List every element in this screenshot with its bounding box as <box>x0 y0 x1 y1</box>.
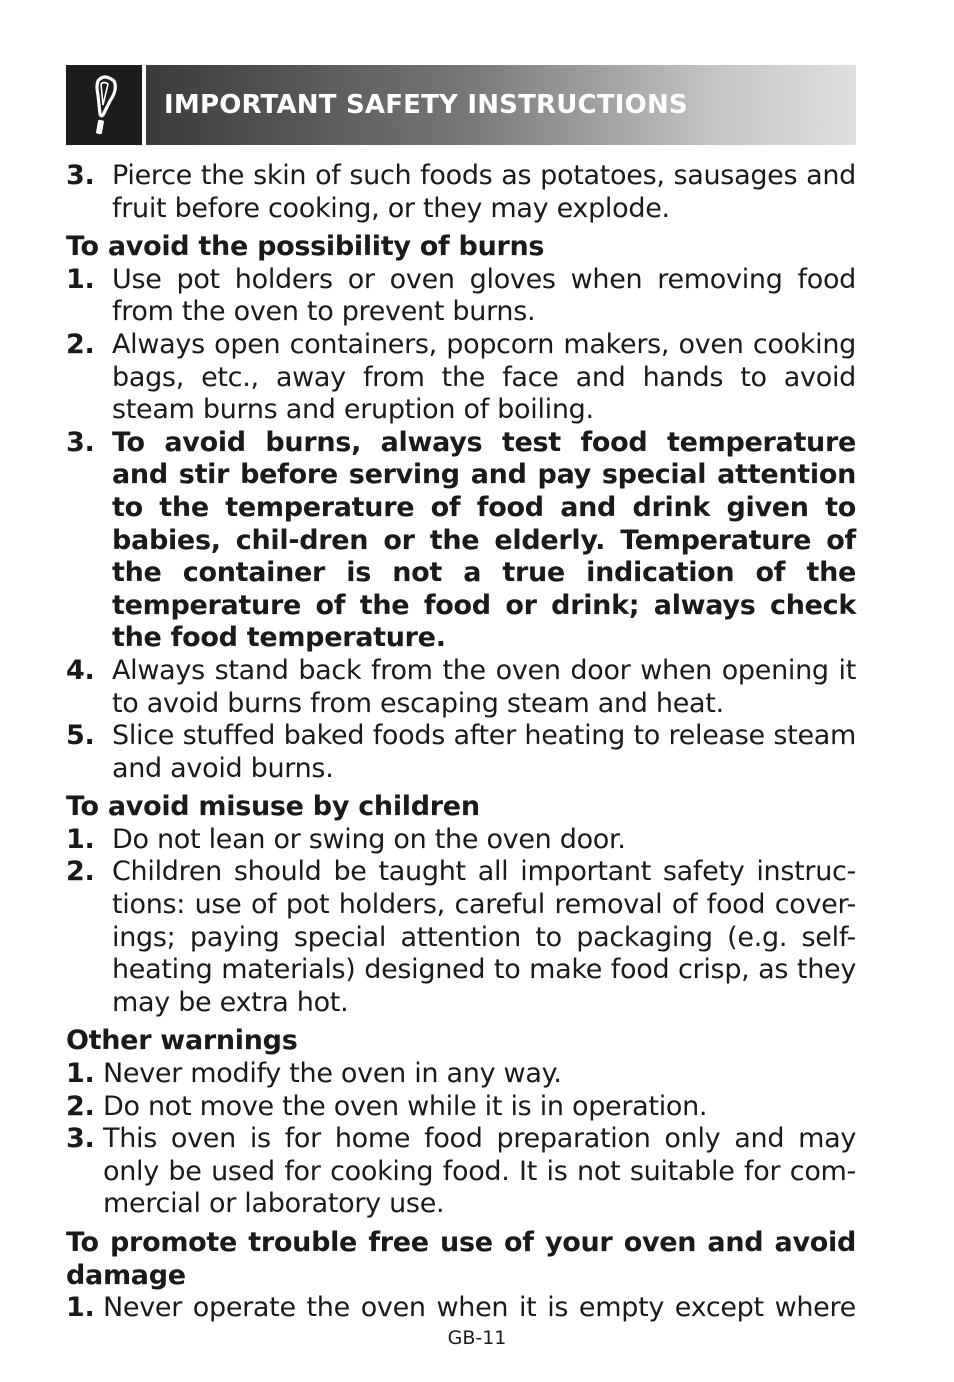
list-item <box>66 1091 856 1124</box>
item-number: 2. <box>66 856 95 888</box>
item-number: 2. <box>66 328 95 360</box>
item-text: Children should be taught all important safety instruc-tions: use of pot holders, careful removal of food cover-ings; paying special attention to packaging (e.g. self-heating materials) designed to make food crisp, as they may be extra hot. <box>112 856 856 1018</box>
list-item <box>66 824 856 857</box>
item-number: 1. <box>66 1058 95 1090</box>
list-item <box>66 329 856 427</box>
list-item <box>66 264 856 329</box>
list-item <box>66 1292 856 1325</box>
item-number: 5. <box>66 720 95 752</box>
section-heading-burns: To avoid the possibility of burns <box>66 231 545 263</box>
section-heading-trouble-free: To promote trouble free use of your oven and avoid damage <box>66 1227 856 1291</box>
item-text: Never modify the oven in any way. <box>103 1058 562 1090</box>
item-text: To avoid burns, always test food temperature and stir before serving and pay special attention to the temperature of food and drink given to babies, chil-dren or the elderly. Temperature of the container is not a true indication of the temperature of the food or drink; always check the food temperature. <box>112 426 856 654</box>
item-text: Slice stuffed baked foods after heating to release steam and avoid burns. <box>112 720 856 784</box>
page-number: GB-11 <box>447 1327 507 1349</box>
section-heading-children: To avoid misuse by children <box>66 791 480 823</box>
list-item <box>66 1058 856 1091</box>
list-item <box>66 160 856 225</box>
header-icon-box <box>66 65 142 145</box>
item-number: 1. <box>66 1292 95 1324</box>
item-number: 1. <box>66 823 95 855</box>
item-number: 1. <box>66 263 95 295</box>
instructions-content <box>66 160 856 1325</box>
item-number: 4. <box>66 654 95 686</box>
header-bar <box>146 65 856 145</box>
item-number: 3. <box>66 1123 95 1155</box>
item-number: 3. <box>66 426 95 458</box>
item-text: Do not move the oven while it is in operation. <box>103 1090 708 1122</box>
list-item-bold-warning <box>66 427 856 655</box>
list-item <box>66 1123 856 1221</box>
item-text: Use pot holders or oven gloves when removing food from the oven to prevent burns. <box>112 263 856 328</box>
item-text: Always stand back from the oven door when opening it to avoid burns from escaping steam and heat. <box>112 654 856 719</box>
list-item <box>66 856 856 1019</box>
section-header <box>66 65 856 145</box>
item-text: Never operate the oven when it is empty except where <box>103 1292 856 1324</box>
item-number: 2. <box>66 1090 95 1122</box>
section-heading-other-warnings: Other warnings <box>66 1025 298 1057</box>
list-item <box>66 720 856 785</box>
warning-exclamation-icon <box>86 75 122 135</box>
list-item <box>66 655 856 720</box>
item-text: Do not lean or swing on the oven door. <box>112 823 626 855</box>
item-number: 3. <box>66 160 95 191</box>
item-text: Pierce the skin of such foods as potatoes, sausages and fruit before cooking, or they may explode. <box>112 160 856 224</box>
item-text: This oven is for home food preparation only and may only be used for cooking food. It is not suitable for com-mercial or laboratory use. <box>103 1123 856 1220</box>
header-title: IMPORTANT SAFETY INSTRUCTIONS <box>164 90 688 120</box>
item-text: Always open containers, popcorn makers, oven cooking bags, etc., away from the face and hands to avoid steam burns and eruption of boiling. <box>112 328 856 426</box>
